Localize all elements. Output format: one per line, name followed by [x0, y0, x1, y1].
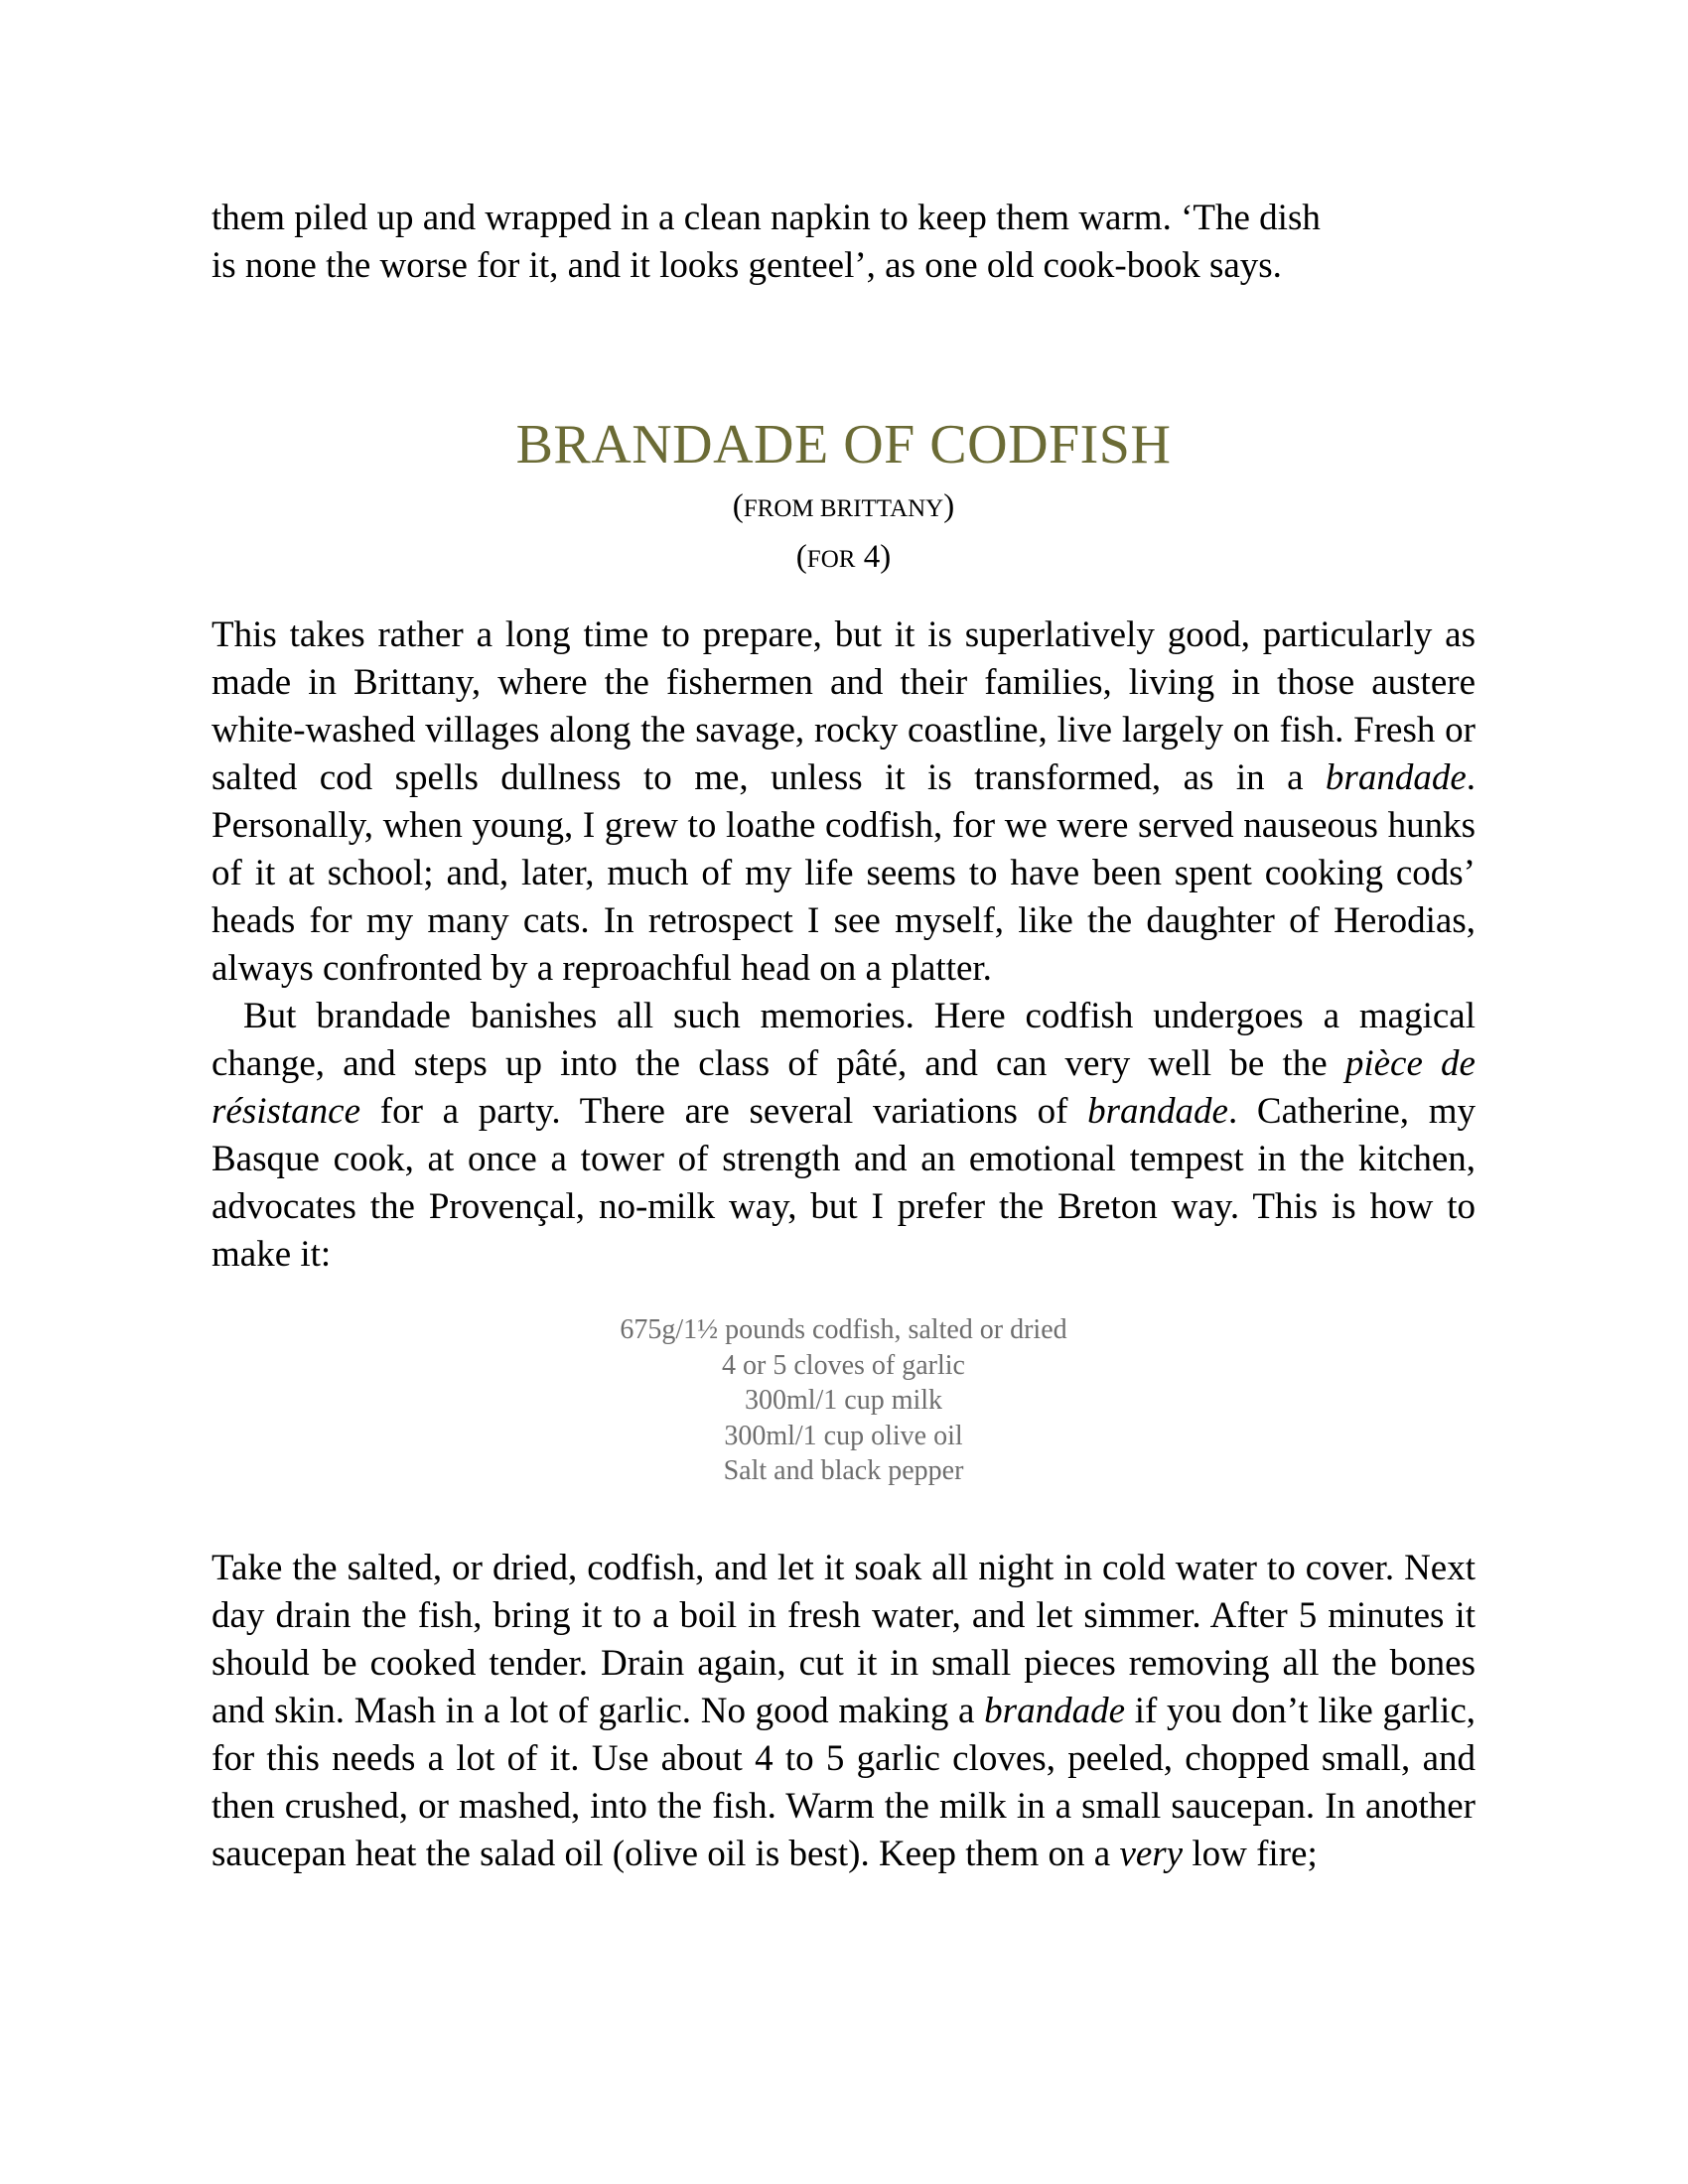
ingredient-item: 675g/1½ pounds codfish, salted or dried: [620, 1314, 1067, 1345]
recipe-serves-count: 4): [855, 539, 892, 575]
ingredient-item: Salt and black pepper: [723, 1455, 964, 1486]
book-page: [211, 195, 1476, 1878]
intro-paragraph-1: This takes rather a long time to prepare, but it is superlatively good, particularly as made in Brittany, where the fishermen and their families, living in those austere white-washed villages along the savage, rocky coastline, live largely on fish. Fresh or salted cod spells dullness to me, unless it is transformed, as in a brandade. Personally, when young, I grew to loathe codfish, for we were served nauseous hunks of it at school; and, later, much of my life seems to have been spent cooking cods’ heads for my many cats. In retrospect I see myself, like the daughter of Herodias, always confronted by a reproachful head on a platter.: [211, 614, 1476, 989]
recipe-serves: (FOR 4): [795, 539, 892, 575]
ingredient-list: [211, 1312, 1476, 1489]
method-paragraph: Take the salted, or dried, codfish, and let it soak all night in cold water to cover. Next day drain the fish, bring it to a boil in fresh water, and let simmer. After 5 minutes it should be cooked tender. Drain again, cut it in small pieces removing all the bones and skin. Mash in a lot of garlic. No good making a brandade if you don’t like garlic, for this needs a lot of it. Use about 4 to 5 garlic cloves, peeled, chopped small, and then crushed, or mashed, into the fish. Warm the milk in a small saucepan. In another saucepan heat the salad oil (olive oil is best). Keep them on a very low fire;: [211, 1547, 1476, 1874]
emphasis-brandade: brandade: [1087, 1091, 1228, 1132]
intro-paragraph-2: But brandade banishes all such memories. Here codfish undergoes a magical change, and steps up into the class of pâté, and can very well be the pièce de résistance for a party. There are several variations of brandade. Catherine, my Basque cook, at once a tower of strength and an emotional tempest in the kitchen, advocates the Provençal, no-milk way, but I prefer the Breton way. This is how to make it:: [211, 996, 1476, 1275]
carryover-line-1: them piled up and wrapped in a clean napkin to keep them warm. ‘The dish: [211, 198, 1321, 238]
recipe-title: BRANDADE OF CODFISH: [515, 414, 1172, 476]
recipe-serves-label: FOR: [806, 546, 856, 573]
ingredient-item: 300ml/1 cup olive oil: [724, 1420, 963, 1451]
emphasis-very: very: [1119, 1833, 1184, 1874]
carryover-paragraph: [211, 195, 1476, 290]
emphasis-brandade: brandade: [1325, 757, 1467, 798]
carryover-line-2: is none the worse for it, and it looks genteel’, as one old cook-book says.: [211, 245, 1282, 286]
emphasis-piece-de-resistance: pièce de résistance: [211, 1043, 1476, 1132]
ingredient-item: 4 or 5 cloves of garlic: [722, 1349, 965, 1381]
emphasis-brandade: brandade: [984, 1690, 1125, 1731]
recipe-origin: (FROM BRITTANY): [732, 488, 955, 524]
recipe-origin-text: FROM BRITTANY: [743, 495, 944, 522]
ingredient-item: 300ml/1 cup milk: [744, 1385, 943, 1416]
recipe-heading: [211, 413, 1476, 582]
